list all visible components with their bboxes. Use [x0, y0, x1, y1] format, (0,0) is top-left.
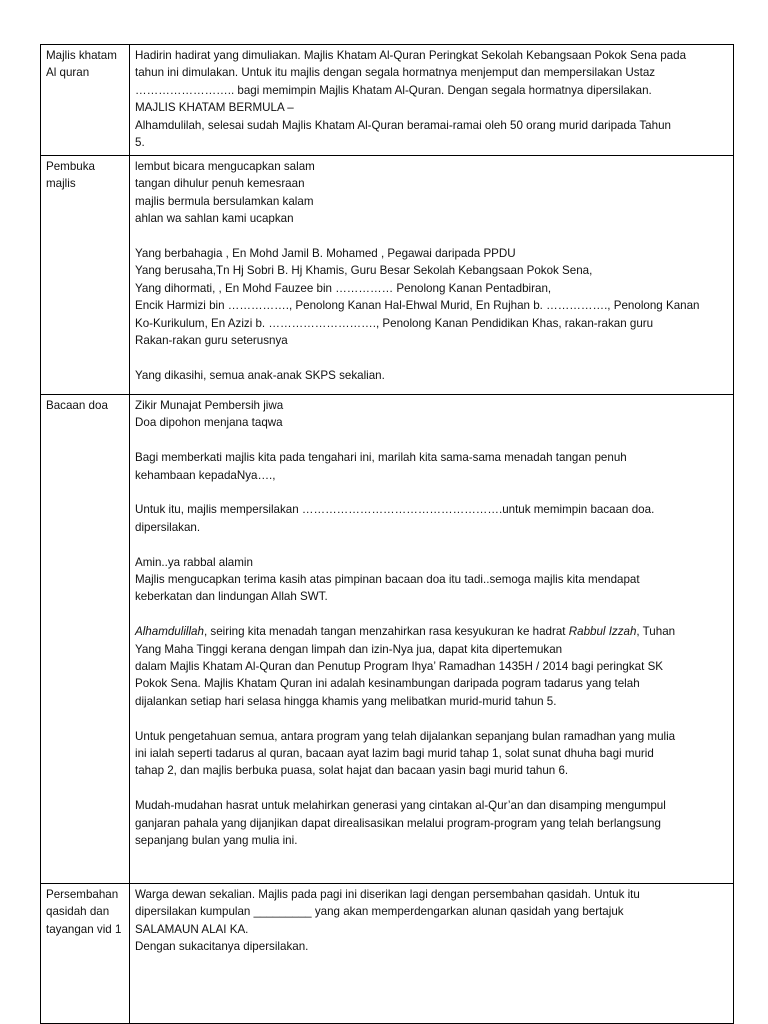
paragraph — [135, 245, 728, 349]
program-script-table — [40, 44, 734, 1024]
section-content — [130, 45, 734, 156]
text-line: 5. — [135, 136, 145, 150]
text-line: ganjaran pahala yang dijanjikan dapat direalisasikan melalui program-program yang telah berlangsung — [135, 816, 661, 830]
section-content — [130, 395, 734, 884]
text-line: Untuk itu, majlis mempersilakan …………………………………………….untuk memimpin bacaan doa. — [135, 503, 655, 517]
text-line: tahun ini dimulakan. Untuk itu majlis dengan segala hormatnya menjemput dan mempersilakan Ustaz — [135, 66, 656, 80]
text-line: Zikir Munajat Pembersih jiwa — [135, 399, 284, 412]
text-line: tahap 2, dan majlis berbuka puasa, solat hajat dan bacaan yasin bagi murid tahun 6. — [135, 764, 569, 778]
text-line: dijalankan setiap hari selasa hingga khamis yang melibatkan murid-murid tahun 5. — [135, 694, 557, 708]
section-label: Bacaan doa — [41, 395, 130, 884]
text-line: Ko-Kurikulum, En Azizi b. ………………………., Penolong Kanan Pendidikan Khas, rakan-rakan guru — [135, 316, 654, 330]
paragraph — [135, 554, 728, 606]
text-line: kehambaan kepadaNya…., — [135, 468, 276, 482]
text-line: sepanjang bulan yang mulia ini. — [135, 834, 298, 848]
paragraph — [135, 623, 728, 710]
row-persembahan-qasidah — [41, 884, 734, 1024]
text-line: ahlan wa sahlan kami ucapkan — [135, 212, 294, 226]
row-pembuka-majlis — [41, 156, 734, 395]
paragraph — [135, 728, 728, 780]
text-line: Alhamdulillah, seiring kita menadah tangan menzahirkan rasa kesyukuran ke hadrat Rabbul Izzah, Tuhan — [135, 625, 676, 639]
paragraph — [135, 886, 728, 956]
text-line: dalam Majlis Khatam Al-Quran dan Penutup Program Ihya’ Ramadhan 1435H / 2014 bagi peringkat SK — [135, 660, 664, 674]
text-line: Encik Harmizi bin ……………., Penolong Kanan Hal-Ehwal Murid, En Rujhan b. ……………., Penolong Kanan — [135, 299, 700, 313]
paragraph — [135, 501, 728, 536]
text-line: Amin..ya rabbal alamin — [135, 555, 253, 569]
section-content — [130, 156, 734, 395]
text-line: Dengan sukacitanya dipersilakan. — [135, 940, 309, 954]
text-line: Pokok Sena. Majlis Khatam Quran ini adalah kesinambungan daripada pogram tadarus yang telah — [135, 677, 640, 691]
text-line: Bagi memberkati majlis kita pada tengahari ini, marilah kita sama-sama menadah tangan penuh — [135, 451, 627, 465]
text-line: Mudah-mudahan hasrat untuk melahirkan generasi yang cintakan al-Qur’an dan disamping mengumpul — [135, 799, 666, 813]
text-line: Yang dihormati, , En Mohd Fauzee bin …………… Penolong Kanan Pentadbiran, — [135, 281, 552, 295]
text-line: tangan dihulur penuh kemesraan — [135, 177, 305, 191]
text-line: Yang dikasihi, semua anak-anak SKPS sekalian. — [135, 368, 385, 382]
row-majlis-khatam — [41, 45, 734, 156]
text-line: SALAMAUN ALAI KA. — [135, 922, 249, 936]
text-line: Doa dipohon menjana taqwa — [135, 416, 283, 430]
paragraph — [135, 367, 728, 384]
section-label: Pembuka majlis — [41, 156, 130, 395]
text-line: Yang berbahagia , En Mohd Jamil B. Mohamed , Pegawai daripada PPDU — [135, 247, 516, 261]
section-label: Majlis khatam Al quran — [41, 45, 130, 156]
row-bacaan-doa — [41, 395, 734, 884]
paragraph — [135, 47, 728, 151]
paragraph — [135, 397, 728, 432]
text-line: lembut bicara mengucapkan salam — [135, 160, 315, 173]
text-line: Untuk pengetahuan semua, antara program yang telah dijalankan sepanjang bulan ramadhan yang mulia — [135, 729, 676, 743]
text-line: Yang Maha Tinggi kerana dengan limpah dan izin-Nya jua, dapat kita dipertemukan — [135, 642, 563, 656]
text-line: Rakan-rakan guru seterusnya — [135, 334, 288, 348]
text-line: Warga dewan sekalian. Majlis pada pagi ini diserikan lagi dengan persembahan qasidah. Untuk itu — [135, 888, 640, 901]
text-line: …………………….. bagi memimpin Majlis Khatam Al-Quran. Dengan segala hormatnya dipersilakan. — [135, 83, 652, 97]
text-line: majlis bermula bersulamkan kalam — [135, 194, 314, 208]
text-line: ini ialah seperti tadarus al quran, bacaan ayat lazim bagi murid tahap 1, solat sunat dhuha bagi murid — [135, 747, 654, 761]
text-line: Hadirin hadirat yang dimuliakan. Majlis Khatam Al-Quran Peringkat Sekolah Kebangsaan Pokok Sena pada — [135, 49, 687, 62]
text-line: dipersilakan. — [135, 520, 201, 534]
paragraph — [135, 449, 728, 484]
text-line: dipersilakan kumpulan _________ yang akan memperdengarkan alunan qasidah yang bertajuk — [135, 905, 624, 919]
paragraph — [135, 797, 728, 849]
section-content — [130, 884, 734, 1024]
paragraph — [135, 158, 728, 228]
section-label: Persembahan qasidah dan tayangan vid 1 — [41, 884, 130, 1024]
text-line: Majlis mengucapkan terima kasih atas pimpinan bacaan doa itu tadi..semoga majlis kita mendapat — [135, 573, 640, 587]
text-line: MAJLIS KHATAM BERMULA – — [135, 101, 294, 115]
text-line: Yang berusaha,Tn Hj Sobri B. Hj Khamis, Guru Besar Sekolah Kebangsaan Pokok Sena, — [135, 264, 593, 278]
text-line: Alhamdulilah, selesai sudah Majlis Khatam Al-Quran beramai-ramai oleh 50 orang murid daripada Tahun — [135, 118, 671, 132]
text-line: keberkatan dan lindungan Allah SWT. — [135, 590, 328, 604]
